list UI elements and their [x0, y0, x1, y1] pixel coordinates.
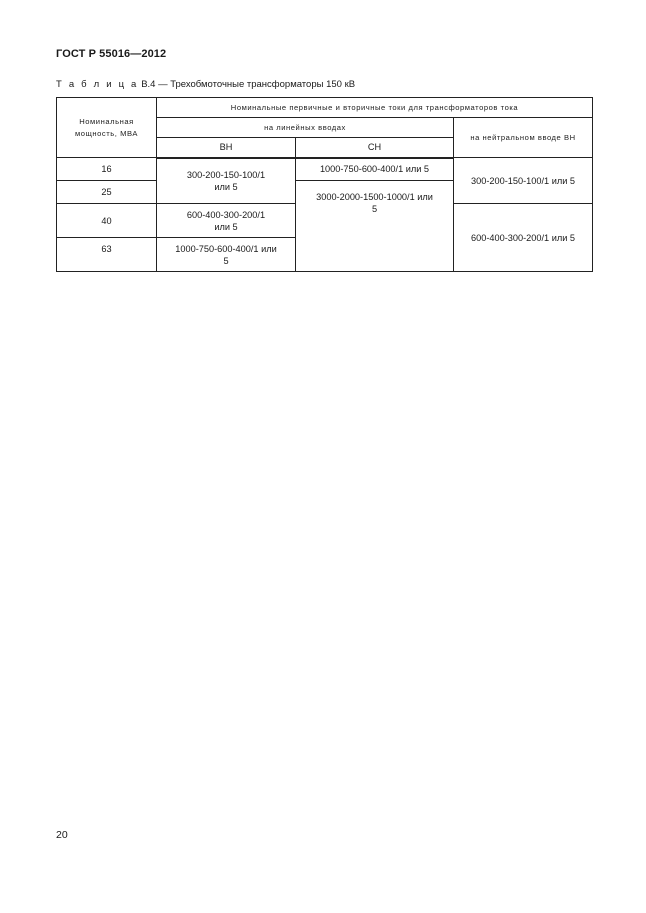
header-hv: ВН	[157, 138, 296, 158]
cell-power-40: 40	[57, 204, 157, 238]
standard-header: ГОСТ Р 55016—2012	[56, 48, 167, 60]
cell-power-63: 63	[57, 238, 157, 272]
cell-mv-25-40-63	[296, 181, 454, 272]
header-power-text: Номинальная мощность, МВА	[75, 116, 138, 138]
header-linear-inputs: на линейных вводах	[157, 118, 454, 138]
current-transformer-table	[56, 97, 593, 272]
cell-power-25: 25	[57, 181, 157, 204]
table-caption-title: Трехобмоточные трансформаторы 150 кВ	[170, 79, 356, 90]
cell-mv-16: 1000-750-600-400/1 или 5	[296, 158, 454, 181]
cell-mv-25-40-63-text: 3000-2000-1500-1000/1 или 5	[316, 192, 433, 214]
table-caption-dash: —	[158, 79, 168, 90]
table-caption-label: Т а б л и ц а	[56, 79, 139, 90]
header-currents: Номинальные первичные и вторичные токи для трансформаторов тока	[157, 98, 593, 118]
table-row	[57, 158, 593, 181]
cell-hv-16-25-text: 300-200-150-100/1 или 5	[186, 169, 266, 192]
header-power	[57, 98, 157, 158]
cell-power-16: 16	[57, 158, 157, 181]
table-caption-number: В.4	[141, 79, 156, 90]
header-neutral-input: на нейтральном вводе ВН	[454, 118, 593, 158]
cell-hv-63-text: 1000-750-600-400/1 или 5	[175, 244, 277, 266]
cell-hv-16-25	[157, 158, 296, 204]
cell-hv-40-text: 600-400-300-200/1 или 5	[186, 209, 266, 232]
page-number: 20	[56, 829, 68, 841]
cell-hv-40	[157, 204, 296, 238]
header-mv: СН	[296, 138, 454, 158]
cell-neutral-40-63: 600-400-300-200/1 или 5	[454, 204, 593, 272]
table-caption	[56, 79, 355, 90]
cell-hv-63	[157, 238, 296, 272]
cell-neutral-16-25: 300-200-150-100/1 или 5	[454, 158, 593, 204]
